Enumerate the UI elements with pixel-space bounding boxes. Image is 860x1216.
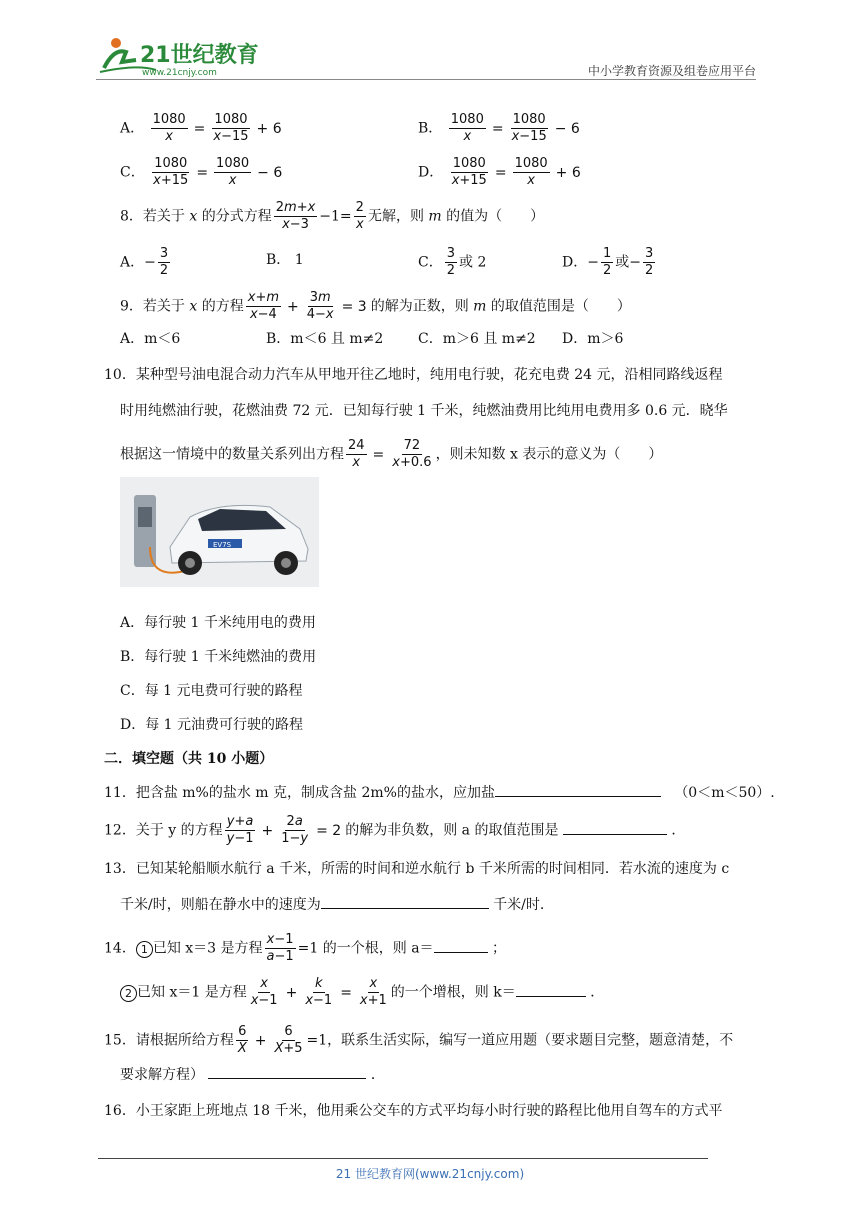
q13-line2: 千米/时，则船在静水中的速度为 千米/时. [120, 894, 544, 916]
q15-answer-blank[interactable] [208, 1064, 366, 1079]
footer-divider [98, 1158, 708, 1159]
q10-option-c: C．每 1 元电费可行驶的路程 [120, 683, 303, 699]
logo-text: 21世纪教育 [140, 43, 259, 68]
q10-line2: 时用纯燃油行驶，花燃油费 72 元．已知每行驶 1 千米，纯燃油费用比纯用电费用多 0.6 元．晓华 [120, 403, 728, 419]
q10-option-a: A．每行驶 1 千米纯用电的费用 [120, 615, 316, 631]
q7-option-b: B． $\frac{1080}{x}$ = $\frac{1080}{x-15}$ − 6 [418, 112, 580, 144]
q14-part2: 2 已知 x＝1 是方程 $\frac{x}{x-1}$ + $\frac{k}{x-1}$ = $\frac{x}{x+1}$ 的一个增根，则 k＝ ． [120, 976, 604, 1009]
q8-option-c: C． $\frac{3}{2}$ 或 2 [418, 246, 487, 278]
q13-line1: 13．已知某轮船顺水航行 a 千米，所需的时间和逆水航行 b 千米所需的时间相同．若水流的速度为 c [104, 861, 730, 877]
q13-answer-blank[interactable] [321, 894, 489, 909]
ev-car-image [120, 477, 319, 587]
q7-option-d: D． $\frac{1080}{x+15}$ = $\frac{1080}{x}$ + 6 [418, 156, 581, 188]
platform-title: 中小学教育资源及组卷应用平台 [587, 64, 756, 78]
q10-line3: 根据这一情境中的数量关系列出方程 $\frac{24}{x}$ = $\frac{72}{x+0.6}$ ，则未知数 x 表示的意义为（ ） [120, 438, 663, 470]
section-fill-blank-heading: 二．填空题（共 10 小题） [104, 751, 274, 767]
q9-option-b: B．m＜6 且 m≠2 [266, 331, 384, 347]
q9-question: 9．若关于 x 的方程 $\frac{x+m}{x-4}$ + $\frac{3m}{4-x}$ = 3 的解为正数，则 m 的取值范围是（ ） [120, 290, 631, 322]
q8-option-b: B． 1 [266, 252, 304, 268]
q8-option-a: A．− $\frac{3}{2}$ [120, 246, 169, 278]
q11-answer-blank[interactable] [495, 782, 661, 797]
q8-question: 8．若关于 x 的分式方程 $\frac{2m+x}{x-3}$ −1= $\frac{2}{x}$ 无解，则 m 的值为（ ） [120, 200, 545, 232]
logo [96, 34, 266, 78]
q14-a-blank[interactable] [434, 938, 488, 953]
q7-option-c: C． $\frac{1080}{x+15}$ = $\frac{1080}{x}$ − 6 [120, 156, 283, 188]
q11: 11．把含盐 m%的盐水 m 克，制成含盐 2m%的盐水，应加盐 （0＜m＜50）. [104, 782, 775, 804]
q9-option-d: D．m＞6 [562, 331, 624, 347]
q9-option-c: C．m＞6 且 m≠2 [418, 331, 536, 347]
q8-option-d: D．− $\frac{1}{2}$ 或− $\frac{3}{2}$ [562, 246, 654, 278]
q9-option-a: A．m＜6 [120, 331, 181, 347]
q7-option-a: A． $\frac{1080}{x}$ = $\frac{1080}{x-15}$ + 6 [120, 112, 282, 144]
logo-url: www.21cnjy.com [142, 68, 217, 78]
q10-line1: 10．某种型号油电混合动力汽车从甲地开往乙地时，纯用电行驶，花充电费 24 元，沿相同路线返程 [104, 367, 723, 383]
q10-option-b: B．每行驶 1 千米纯燃油的费用 [120, 649, 317, 665]
car-badge: EV7S [213, 541, 232, 549]
q14-k-blank[interactable] [516, 982, 586, 997]
q12-answer-blank[interactable] [563, 820, 667, 835]
q16-line1: 16．小王家距上班地点 18 千米，他用乘公交车的方式平均每小时行驶的路程比他用自驾车的方式平 [104, 1103, 723, 1119]
footer-link[interactable]: 21 世纪教育网(www.21cnjy.com) [335, 1167, 525, 1181]
q15-line2: 要求解方程） ． [120, 1064, 385, 1086]
header-divider [96, 79, 756, 80]
q15-line1: 15．请根据所给方程 $\frac{6}{X}$ + $\frac{6}{X+5}$ =1，联系生活实际，编写一道应用题（要求题目完整，题意清楚，不 [104, 1024, 734, 1056]
q14-part1: 14． 1 已知 x＝3 是方程 $\frac{x-1}{a-1}$ =1 的一个根，则 a＝ ； [104, 932, 507, 964]
q12: 12．关于 y 的方程 $\frac{y+a}{y-1}$ + $\frac{2a}{1-y}$ = 2 的解为非负数，则 a 的取值范围是 ． [104, 814, 686, 846]
q10-option-d: D．每 1 元油费可行驶的路程 [120, 717, 304, 733]
